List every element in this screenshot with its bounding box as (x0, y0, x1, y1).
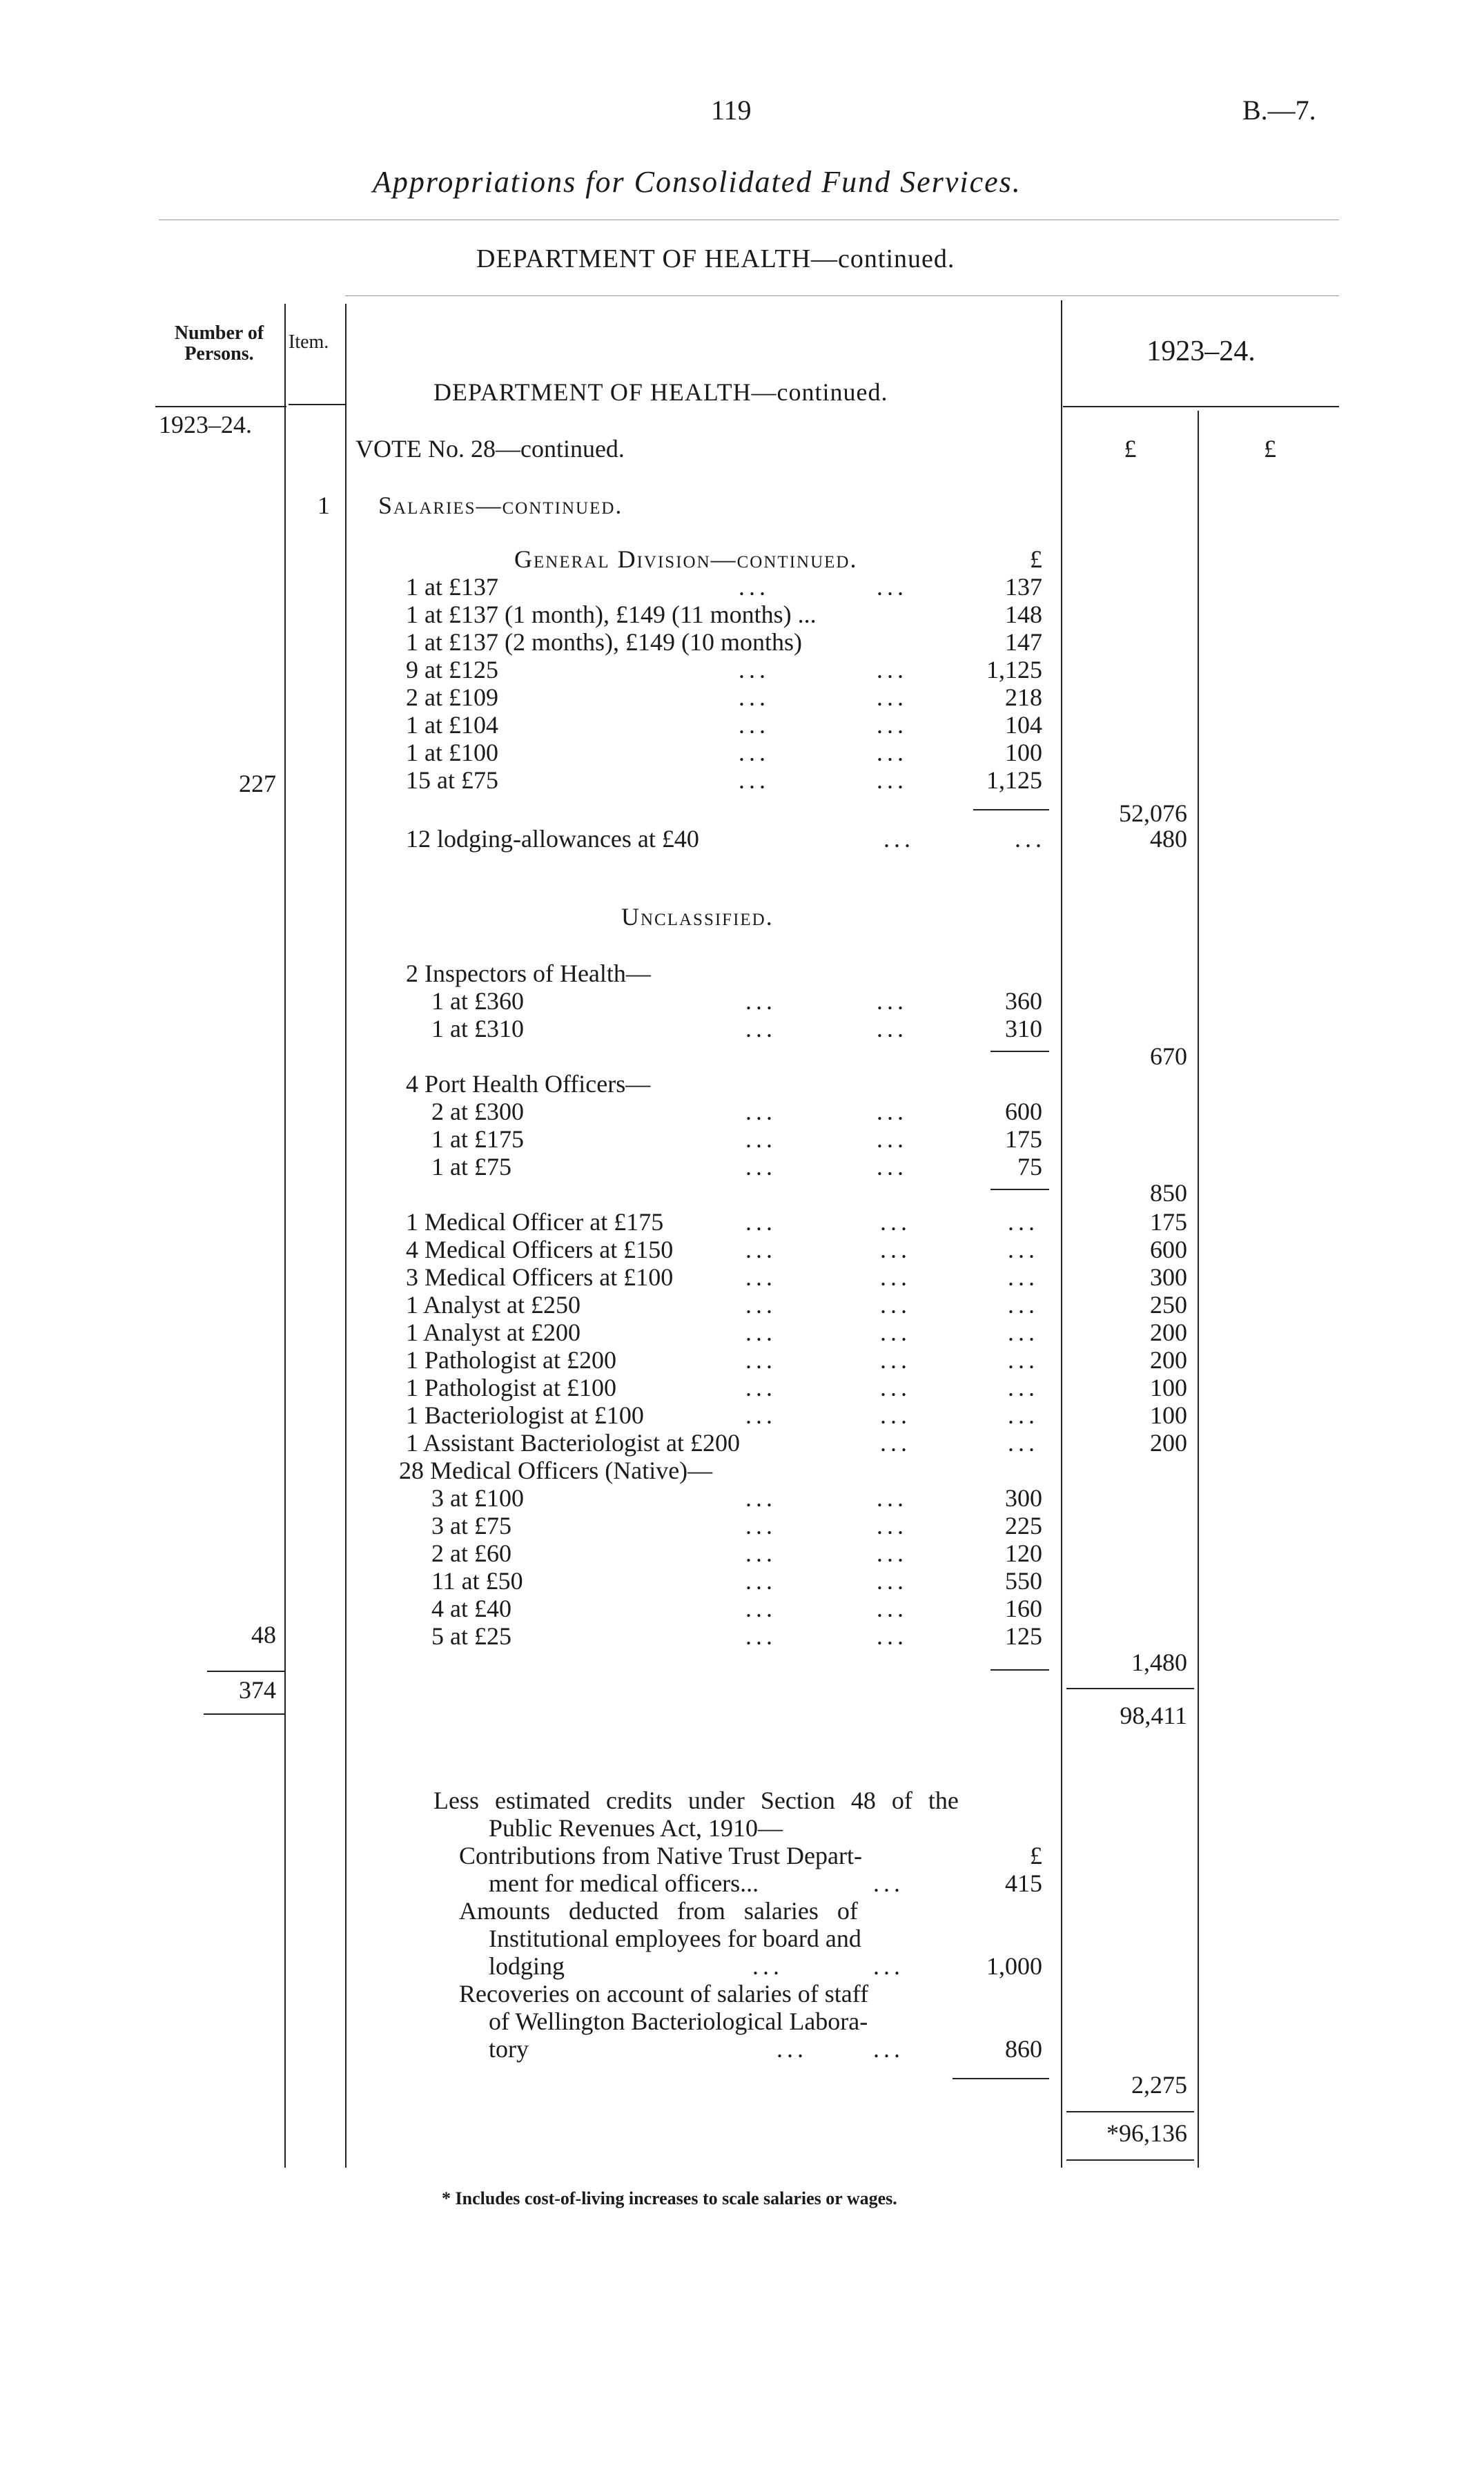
port-officers-total: 850 (1150, 1179, 1187, 1207)
native-officer-row-leader-dots: ... (877, 1484, 908, 1512)
credit-institutional-3: lodging (489, 1952, 565, 1980)
inspector-row-amount: 310 (1005, 1015, 1042, 1042)
officer-row-leader-dots: ... (1008, 1208, 1039, 1236)
page-title: Appropriations for Consolidated Fund Services. (373, 165, 1022, 199)
general-row-label: 1 at £104 (406, 711, 498, 739)
port-officer-row-leader-dots: ... (877, 1153, 908, 1180)
general-row-label: 9 at £125 (406, 656, 498, 683)
inspectors-label: 2 Inspectors of Health— (406, 960, 651, 987)
vote-label: VOTE No. 28—continued. (355, 435, 625, 463)
salaries-heading: Salaries—continued. (378, 492, 623, 519)
credit-laboratory-dots: ... (777, 2035, 808, 2063)
unclassified-heading: Unclassified. (621, 903, 774, 931)
officer-row-leader-dots: ... (880, 1374, 911, 1401)
native-officer-row-leader-dots: ... (877, 1567, 908, 1595)
officer-row-leader-dots: ... (1008, 1374, 1039, 1401)
general-row-amount: 100 (1005, 739, 1042, 766)
officer-row-leader-dots: ... (745, 1401, 777, 1429)
general-row-leader-dots: ... (739, 766, 770, 794)
general-row-leader-dots: ... (739, 683, 770, 711)
rule-net-total-top (1066, 2111, 1194, 2112)
lodging-dots: ... (883, 825, 915, 853)
officer-row-leader-dots: ... (745, 1236, 777, 1263)
header-number-of-persons: Number of Persons. (174, 322, 264, 364)
officer-row-leader-dots: ... (880, 1208, 911, 1236)
rule-persons-total-top (207, 1671, 284, 1672)
officer-row-label: 4 Medical Officers at £150 (406, 1236, 674, 1263)
general-row-leader-dots: ... (739, 739, 770, 766)
native-officers-total: 1,480 (1131, 1649, 1187, 1676)
credit-native-trust-2: ment for medical officers... (489, 1869, 759, 1897)
general-row-label: 1 at £137 (406, 573, 498, 601)
general-row-label: 1 at £100 (406, 739, 498, 766)
port-officer-row-label: 2 at £300 (431, 1098, 524, 1125)
officer-row-leader-dots: ... (745, 1346, 777, 1374)
persons-year-label: 1923–24. (159, 411, 252, 438)
persons-general: 227 (239, 770, 276, 797)
general-row-leader-dots: ... (877, 739, 908, 766)
native-officer-row-amount: 120 (1005, 1539, 1042, 1567)
general-row-amount: 218 (1005, 683, 1042, 711)
officer-row-leader-dots: ... (745, 1263, 777, 1291)
credit-laboratory-dots-2: ... (873, 2035, 904, 2063)
port-officer-row-leader-dots: ... (877, 1098, 908, 1125)
credit-institutional-dots: ... (752, 1952, 783, 1980)
page-reference: B.—7. (1242, 95, 1316, 126)
general-row-amount: 1,125 (986, 656, 1042, 683)
column-divider-item (345, 304, 346, 2168)
lodging-amount: 480 (1150, 825, 1187, 853)
general-row-amount: 147 (1005, 628, 1042, 656)
officer-row-leader-dots: ... (880, 1319, 911, 1346)
department-heading: DEPARTMENT OF HEALTH—continued. (476, 244, 955, 273)
department-subheading: DEPARTMENT OF HEALTH—continued. (433, 378, 888, 406)
credit-institutional-2: Institutional employees for board and (489, 1925, 861, 1952)
pound-sign-totals: £ (1264, 435, 1276, 463)
footnote: * Includes cost-of-living increases to scale salaries or wages. (442, 2188, 897, 2208)
inspector-row-label: 1 at £310 (431, 1015, 524, 1042)
general-row-leader-dots: ... (877, 573, 908, 601)
inspector-row-amount: 360 (1005, 987, 1042, 1015)
rule-grand-total (1066, 1688, 1194, 1689)
port-officer-row-leader-dots: ... (877, 1125, 908, 1153)
rule-credits (953, 2078, 1049, 2079)
inspector-row-leader-dots: ... (877, 1015, 908, 1042)
officer-row-leader-dots: ... (1008, 1291, 1039, 1319)
general-division-heading: General Division—continued. (514, 545, 858, 573)
credit-native-trust-amount: 415 (1005, 1869, 1042, 1897)
port-officer-row-amount: 75 (1017, 1153, 1042, 1180)
credit-laboratory-2: of Wellington Bacteriological Labora- (489, 2007, 868, 2035)
native-officers-label: 28 Medical Officers (Native)— (399, 1457, 713, 1484)
credit-laboratory-3: tory (489, 2035, 529, 2063)
officer-row-label: 1 Bacteriologist at £100 (406, 1401, 644, 1429)
officer-row-leader-dots: ... (745, 1291, 777, 1319)
native-officer-row-leader-dots: ... (745, 1622, 777, 1650)
inspector-row-label: 1 at £360 (431, 987, 524, 1015)
page-number: 119 (711, 95, 752, 126)
native-officer-row-leader-dots: ... (745, 1595, 777, 1622)
officer-row-label: 1 Analyst at £250 (406, 1291, 580, 1319)
port-officer-row-leader-dots: ... (745, 1098, 777, 1125)
rule-net-total-bottom (1066, 2159, 1194, 2161)
rule-port-officers (990, 1189, 1049, 1190)
header-item: Item. (289, 331, 329, 353)
item-number: 1 (318, 492, 330, 519)
credits-intro: Less estimated credits under Section 48 of the (433, 1787, 959, 1814)
officer-row-amount: 100 (1150, 1374, 1187, 1401)
officer-row-amount: 200 (1150, 1346, 1187, 1374)
general-row-label: 1 at £137 (1 month), £149 (11 months) ... (406, 601, 817, 628)
native-officer-row-leader-dots: ... (877, 1512, 908, 1539)
rule-inspectors (990, 1051, 1049, 1052)
officer-row-leader-dots: ... (880, 1429, 911, 1457)
general-row-leader-dots: ... (877, 711, 908, 739)
general-row-leader-dots: ... (739, 573, 770, 601)
rule-persons-total-bottom (204, 1713, 284, 1715)
port-officers-label: 4 Port Health Officers— (406, 1070, 651, 1098)
header-rule-persons (155, 406, 286, 407)
rule-native-officers (990, 1669, 1049, 1671)
general-row-label: 1 at £137 (2 months), £149 (10 months) (406, 628, 802, 656)
persons-unclassified: 48 (251, 1621, 276, 1649)
general-row-amount: 148 (1005, 601, 1042, 628)
native-officer-row-amount: 550 (1005, 1567, 1042, 1595)
general-row-amount: 104 (1005, 711, 1042, 739)
rule-general-subtotal (973, 809, 1049, 810)
officer-row-leader-dots: ... (745, 1319, 777, 1346)
officer-row-amount: 200 (1150, 1429, 1187, 1457)
subtotal-general: 52,076 (1119, 799, 1187, 827)
net-total: *96,136 (1106, 2119, 1187, 2147)
officer-row-amount: 600 (1150, 1236, 1187, 1263)
general-row-leader-dots: ... (877, 683, 908, 711)
column-divider-persons (284, 304, 286, 2168)
credit-native-trust-dots: ... (873, 1869, 904, 1897)
port-officer-row-leader-dots: ... (745, 1153, 777, 1180)
native-officer-row-leader-dots: ... (745, 1484, 777, 1512)
officer-row-label: 3 Medical Officers at £100 (406, 1263, 674, 1291)
officer-row-leader-dots: ... (880, 1263, 911, 1291)
general-row-amount: 1,125 (986, 766, 1042, 794)
officer-row-label: 1 Analyst at £200 (406, 1319, 580, 1346)
credit-institutional-dots-2: ... (873, 1952, 904, 1980)
native-officer-row-label: 11 at £50 (431, 1567, 523, 1595)
native-officer-row-label: 2 at £60 (431, 1539, 511, 1567)
pound-sign-general: £ (1030, 545, 1042, 573)
credit-laboratory-amount: 860 (1005, 2035, 1042, 2063)
native-officer-row-amount: 160 (1005, 1595, 1042, 1622)
officer-row-leader-dots: ... (880, 1291, 911, 1319)
officer-row-leader-dots: ... (1008, 1319, 1039, 1346)
native-officer-row-leader-dots: ... (877, 1539, 908, 1567)
native-officer-row-leader-dots: ... (745, 1512, 777, 1539)
port-officer-row-label: 1 at £75 (431, 1153, 511, 1180)
officer-row-leader-dots: ... (1008, 1236, 1039, 1263)
general-row-leader-dots: ... (739, 656, 770, 683)
officer-row-leader-dots: ... (880, 1346, 911, 1374)
officer-row-leader-dots: ... (1008, 1429, 1039, 1457)
officer-row-leader-dots: ... (1008, 1263, 1039, 1291)
native-officer-row-label: 3 at £75 (431, 1512, 511, 1539)
header-year-estimate: 1923–24. (1146, 336, 1256, 367)
inspector-row-leader-dots: ... (745, 987, 777, 1015)
native-officer-row-label: 3 at £100 (431, 1484, 524, 1512)
credit-institutional-amount: 1,000 (986, 1952, 1042, 1980)
credit-institutional-1: Amounts deducted from salaries of (459, 1897, 858, 1925)
column-divider-totals (1198, 411, 1199, 2168)
officer-row-leader-dots: ... (1008, 1401, 1039, 1429)
officer-row-label: 1 Assistant Bacteriologist at £200 (406, 1429, 740, 1457)
officer-row-amount: 175 (1150, 1208, 1187, 1236)
officer-row-label: 1 Pathologist at £100 (406, 1374, 616, 1401)
native-officer-row-amount: 125 (1005, 1622, 1042, 1650)
credit-native-trust-1: Contributions from Native Trust Depart- (459, 1842, 862, 1869)
native-officer-row-label: 5 at £25 (431, 1622, 511, 1650)
general-row-leader-dots: ... (877, 656, 908, 683)
table-top-rule (345, 295, 1339, 296)
native-officer-row-leader-dots: ... (745, 1539, 777, 1567)
native-officer-row-amount: 225 (1005, 1512, 1042, 1539)
inspector-row-leader-dots: ... (745, 1015, 777, 1042)
general-row-amount: 137 (1005, 573, 1042, 601)
inspectors-total: 670 (1150, 1042, 1187, 1070)
native-officer-row-leader-dots: ... (745, 1567, 777, 1595)
officer-row-leader-dots: ... (880, 1236, 911, 1263)
column-divider-amounts (1061, 300, 1062, 2168)
officer-row-label: 1 Medical Officer at £175 (406, 1208, 664, 1236)
credits-total: 2,275 (1131, 2071, 1187, 2099)
grand-total: 98,411 (1120, 1702, 1187, 1729)
credit-laboratory-1: Recoveries on account of salaries of staff (459, 1980, 869, 2007)
officer-row-label: 1 Pathologist at £200 (406, 1346, 616, 1374)
general-row-leader-dots: ... (739, 711, 770, 739)
general-row-label: 15 at £75 (406, 766, 498, 794)
persons-total: 374 (239, 1676, 276, 1704)
officer-row-leader-dots: ... (745, 1374, 777, 1401)
officer-row-leader-dots: ... (880, 1401, 911, 1429)
general-row-label: 2 at £109 (406, 683, 498, 711)
header-rule-item (289, 404, 345, 405)
credits-act: Public Revenues Act, 1910— (489, 1814, 783, 1842)
port-officer-row-leader-dots: ... (745, 1125, 777, 1153)
native-officer-row-label: 4 at £40 (431, 1595, 511, 1622)
native-officer-row-amount: 300 (1005, 1484, 1042, 1512)
officer-row-leader-dots: ... (1008, 1346, 1039, 1374)
lodging-label: 12 lodging-allowances at £40 (406, 825, 699, 853)
port-officer-row-amount: 600 (1005, 1098, 1042, 1125)
port-officer-row-amount: 175 (1005, 1125, 1042, 1153)
header-rule-year (1063, 406, 1339, 407)
inspector-row-leader-dots: ... (877, 987, 908, 1015)
officer-row-amount: 200 (1150, 1319, 1187, 1346)
officer-row-amount: 100 (1150, 1401, 1187, 1429)
officer-row-amount: 300 (1150, 1263, 1187, 1291)
general-row-leader-dots: ... (877, 766, 908, 794)
officer-row-leader-dots: ... (745, 1208, 777, 1236)
native-officer-row-leader-dots: ... (877, 1595, 908, 1622)
native-officer-row-leader-dots: ... (877, 1622, 908, 1650)
officer-row-amount: 250 (1150, 1291, 1187, 1319)
pound-sign-credits: £ (1030, 1842, 1042, 1869)
pound-sign-subtotals: £ (1124, 435, 1137, 463)
port-officer-row-label: 1 at £175 (431, 1125, 524, 1153)
lodging-dots-2: ... (1015, 825, 1046, 853)
